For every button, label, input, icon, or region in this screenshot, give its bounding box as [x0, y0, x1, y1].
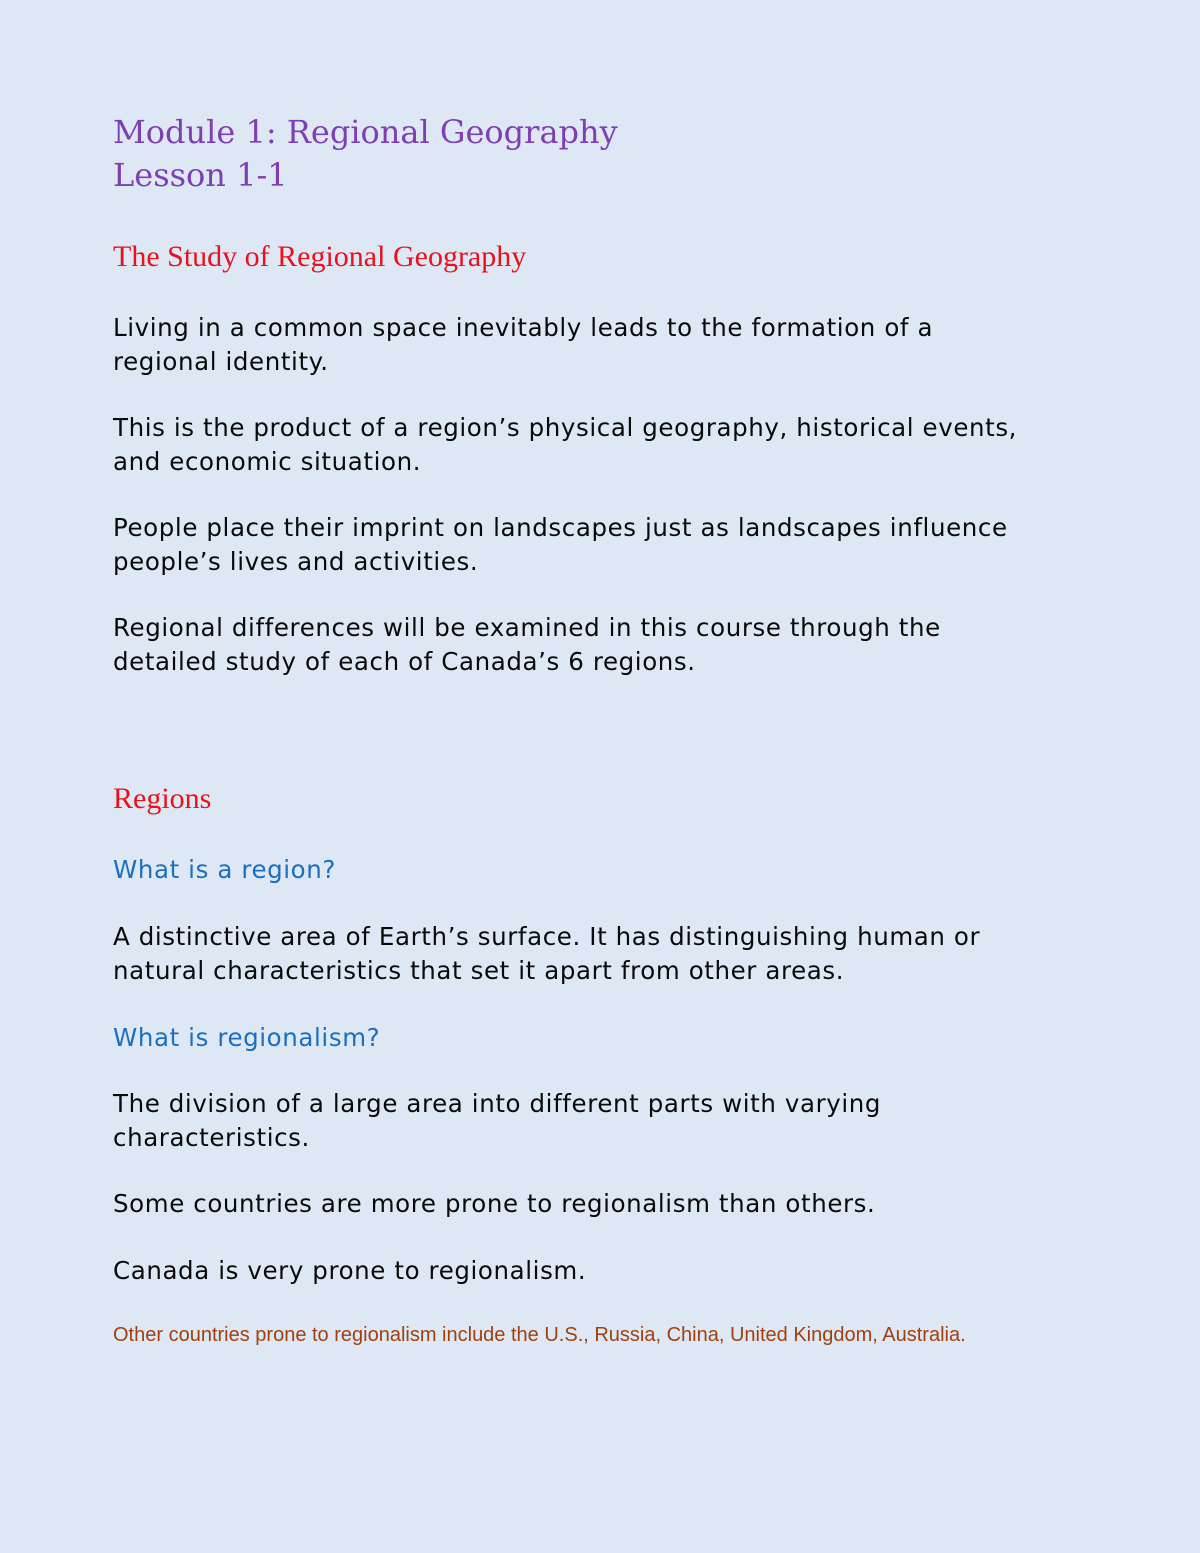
paragraph-line: natural characteristics that set it apart from other areas.	[113, 956, 845, 985]
paragraph-line: The division of a large area into different parts with varying	[113, 1089, 882, 1118]
paragraph-line: Living in a common space inevitably leads to the formation of a	[113, 313, 934, 342]
lesson-title: Lesson 1-1	[113, 156, 288, 194]
question-region: What is a region?	[113, 855, 337, 884]
paragraph-line: characteristics.	[113, 1123, 310, 1152]
paragraph-line: A distinctive area of Earth’s surface. It has distinguishing human or	[113, 922, 981, 951]
paragraph-line: people’s lives and activities.	[113, 547, 479, 576]
statement-countries: Some countries are more prone to regionalism than others.	[113, 1189, 876, 1218]
statement-canada: Canada is very prone to regionalism.	[113, 1256, 587, 1285]
paragraph-line: Regional differences will be examined in this course through the	[113, 613, 941, 642]
paragraph-line: This is the product of a region’s physical geography, historical events,	[113, 413, 1018, 442]
note-other-countries: Other countries prone to regionalism include the U.S., Russia, China, United Kingdom, Australia.	[113, 1324, 966, 1346]
paragraph-line: regional identity.	[113, 347, 329, 376]
module-title: Module 1: Regional Geography	[113, 113, 618, 151]
regions-heading: Regions	[113, 782, 212, 815]
question-regionalism: What is regionalism?	[113, 1023, 381, 1052]
study-heading: The Study of Regional Geography	[113, 240, 527, 273]
paragraph-line: detailed study of each of Canada’s 6 regions.	[113, 647, 696, 676]
paragraph-line: People place their imprint on landscapes just as landscapes influence	[113, 513, 1008, 542]
paragraph-line: and economic situation.	[113, 447, 422, 476]
